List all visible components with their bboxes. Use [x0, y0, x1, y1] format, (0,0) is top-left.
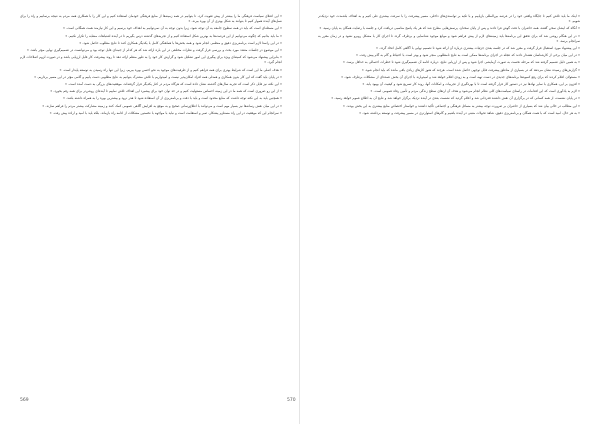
paragraph: « این مسئله‌ای است که باید در همه سطوح جامعه به آن توجه شود، زیرا بدون توجه به آن نمی‌توانیم به اهداف خود برسیم و این کار نیازمند همت همگانی است. »	[63, 26, 282, 31]
page-gutter	[299, 0, 300, 424]
left-page	[20, 14, 282, 394]
paragraph: « در این راستا لازم است برنامه‌ریزی دقیق و منظمی انجام شود و همه بخش‌ها با هماهنگی کامل با یکدیگر همکاری کنند تا نتایج مطلوب حاصل شود. »	[79, 40, 282, 45]
paragraph: « به همین دلیل تصمیم گرفته شد که مرحله نخست به صورت آزمایشی اجرا شود و پس از ارزیابی نتایج، درباره ادامه آن تصمیم‌گیری شود تا خطرات احتمالی به حداقل برسد. »	[342, 60, 580, 65]
left-page-number: 569	[20, 398, 29, 403]
paragraph: « افزون بر این، همکاری با سایر نهادها نیز در دستور کار قرار گرفته است تا با بهره‌گیری از تجربیات و امکانات آنها، روند کار تسریع شود و کیفیت آن بهبود یابد. »	[362, 81, 580, 86]
paragraph: « آنگاه که ایشان سخن گفتند، همه حاضران با دقت گوش فرا دادند و پس از پایان سخنان، پرسش‌هایی مطرح شد که هر یک پاسخ مناسبی دریافت کرد و جلسه با رضایت همگان به پایان رسید. »	[319, 26, 580, 31]
paragraph: « اینک ما باید تلاش کنیم تا جایگاه واقعی خود را در عرصه بین‌المللی بازیابیم و با تکیه بر توانمندی‌های داخلی، مسیر پیشرفت را با سرعت بیشتری طی کنیم و به اهداف بلندمدت خود نزدیک‌تر شویم. »	[318, 14, 580, 24]
paragraph: « گزارش‌های رسیده نشان می‌دهد که در بسیاری از مناطق پیشرفت قابل توجهی حاصل شده است، هرچند که هنوز کارهای زیادی باقی مانده که باید انجام شود. »	[361, 67, 580, 72]
right-page-number: 570	[287, 398, 296, 403]
paragraph: « این پیشنهاد مورد استقبال قرار گرفت و مقرر شد که در جلسه بعدی جزئیات بیشتری درباره آن ارائه شود تا تصمیم نهایی با آگاهی کامل اتخاذ گردد. »	[376, 45, 580, 50]
paragraph: « در این هنگام روشن شد که برای تحقق این برنامه‌ها باید زمینه‌های لازم از پیش فراهم شود و موانع موجود شناسایی و برطرف گردد تا اجرای کار با مشکل روبرو نشود و در زمان مقرر به سرانجام برسد. »	[318, 33, 580, 43]
right-page	[318, 14, 580, 394]
paragraph: « ما باید بدانیم که چگونه می‌توانیم از این فرصت‌ها به بهترین شکل استفاده کنیم و از تجربه‌های گذشته درس بگیریم تا در آینده اشتباهات مشابه را تکرار نکنیم. »	[65, 33, 282, 38]
paragraph: « بنابراین پیشنهاد می‌شود که کمیته‌ای ویژه برای پیگیری این امور تشکیل شود و گزارش کار خود را به طور منظم ارائه دهد تا روند پیشرفت کار قابل ارزیابی باشد و در صورت لزوم اصلاحات لازم انجام گیرد. »	[20, 55, 282, 65]
paragraph: « در پایان باید گفت که این کار بدون همکاری و همدلی همه افراد امکان‌پذیر نیست و امیدواریم با تلاش مشترک بتوانیم به نتایج مطلوبی دست یابیم و گامی مؤثر در این مسیر برداریم. »	[34, 74, 282, 79]
paragraph: « در این میان نقش رسانه‌ها نیز بسیار مهم است و می‌توانند با اطلاع‌رسانی صحیح و به موقع به افزایش آگاهی عمومی کمک کنند و زمینه مشارکت بیشتر مردم را فراهم سازند. »	[42, 103, 282, 108]
paragraph: « همچنین باید به این نکته توجه داشت که منابع محدود است و باید با دقت و برنامه‌ریزی از آن استفاده شود تا هدر نرود و بیشترین بهره را به همراه داشته باشد. »	[63, 96, 282, 101]
paragraph: « این اعتلای سیاست فرهنگی ما را بیشتر از پیش تقویت کرد، تا بتوانیم در همه زمینه‌ها از منابع فرهنگی خودمان استفاده کنیم و این کار را با همکاری همه مردم به نتیجه برسانیم و راه را برای نسل‌های آینده هموار کنیم تا بتوانند به شکل بهتری از آن بهره ببرند. »	[20, 14, 282, 24]
paragraph: « این موضوع در جلسات متعدد مورد بحث و بررسی قرار گرفت و نظرات مختلفی در این باره ارائه شد که هر کدام از جنبه‌ای قابل توجه بود و می‌توانست در تصمیم‌گیری نهایی مؤثر باشد. »	[26, 47, 282, 52]
paragraph: « هدف اصلی ما این است که شرایط بهتری برای همه فراهم کنیم و از ظرفیت‌های موجود به نحو احسن بهره ببریم، زیرا این تنها راه رسیدن به توسعه پایدار است. »	[59, 67, 282, 72]
paragraph: « به هر حال، امید است که با همت همگان و برنامه‌ریزی دقیق، شاهد تحولات مثبتی در آینده باشیم و گام‌های استوارتری در مسیر پیشرفت و توسعه برداشته شود. »	[359, 110, 580, 115]
paragraph: « این نکته نیز قابل ذکر است که تجربه سال‌های گذشته نشان داده است که هرگاه مردم در کنار یکدیگر قرار گرفته‌اند، موفقیت‌های بزرگی به دست آمده است. »	[64, 81, 282, 86]
paragraph: « لازم به یادآوری است که این اقدامات در راستای سیاست‌های کلی نظام انجام می‌شود و هدف آن ارتقای سطح زندگی مردم و تأمین رفاه عمومی است. »	[370, 89, 580, 94]
paragraph: « این مطالب در حالی بیان شد که بسیاری از حاضران بر ضرورت توجه بیشتر به مسائل فرهنگی و اجتماعی تأکید داشتند و خواستار اختصاص منابع بیشتری به این بخش بودند. »	[342, 103, 580, 108]
paragraph: « از این رو ضروری است که همه ما در این زمینه احساس مسئولیت کنیم و در حد توان خود برای پیشبرد این اهداف تلاش نماییم تا آینده‌ای روشن‌تر برای همه رقم بخورد. »	[50, 89, 282, 94]
paragraph: « در این میان برخی از کارشناسان هشدار دادند که عجله در اجرای برنامه‌ها ممکن است به نتایج نامطلوبی منجر شود و بهتر است با احتیاط و گام به گام پیش رفت. »	[355, 53, 580, 58]
paragraph: « مسئولان اعلام کردند که برای رفع کمبودها برنامه‌های جدیدی در دست تهیه است و به زودی اعلام خواهد شد و امیدوارند با اجرای آن بخش عمده‌ای از مشکلات برطرف شود. »	[341, 74, 580, 79]
paragraph: « سرانجام این که موفقیت در این راه مستلزم پشتکار، صبر و استقامت است و نباید با مواجهه با نخستین مشکلات از ادامه راه بازماند، بلکه باید با امید و اراده پیش رفت. »	[49, 110, 282, 115]
paragraph: « در پایان نشست، از همه کسانی که در برگزاری آن نقش داشتند قدردانی شد و اعلام گردید که نشست بعدی در آینده نزدیک برگزار خواهد شد و نتایج آن به اطلاع عموم خواهد رسید. »	[331, 96, 580, 101]
